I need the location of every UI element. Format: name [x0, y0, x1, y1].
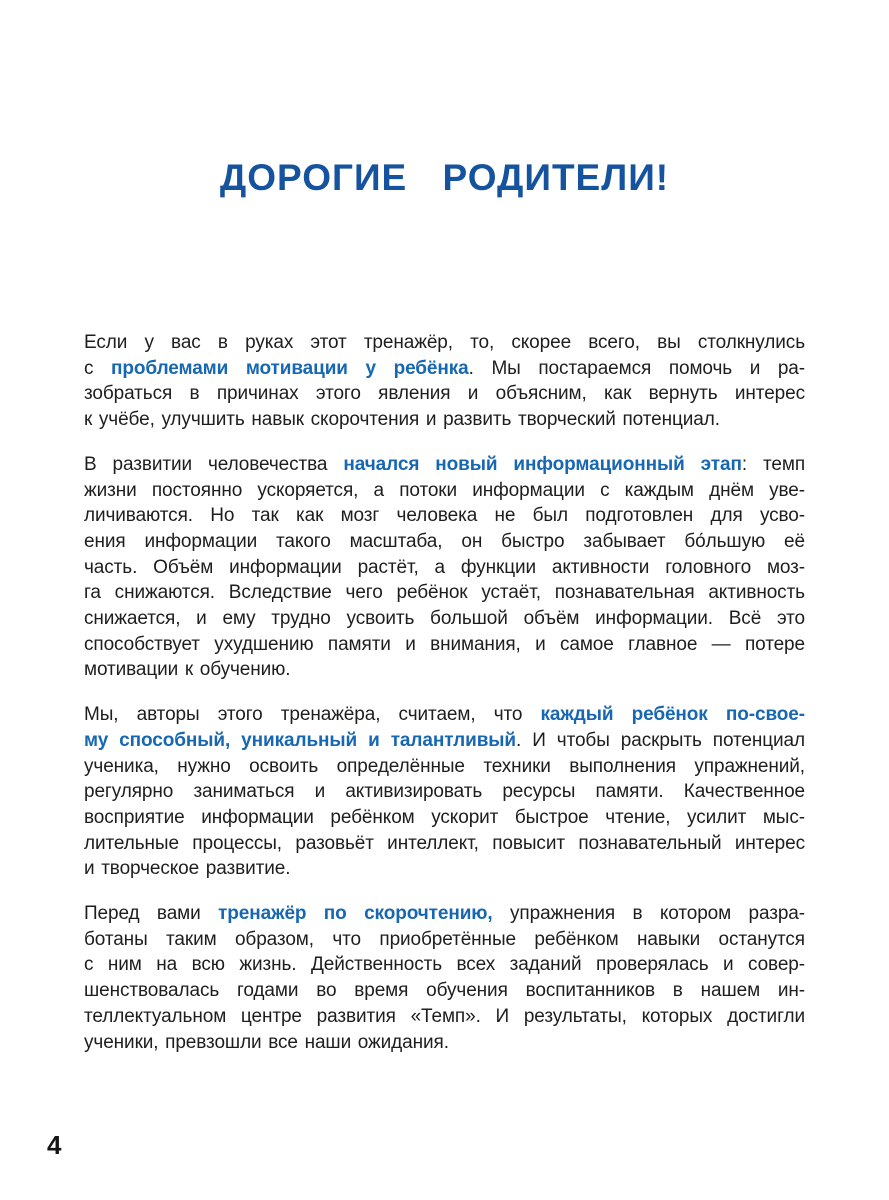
text-line — [84, 330, 805, 356]
text-segment: личиваются. Но так как мозг человека не был подготовлен для усво- — [84, 505, 805, 527]
text-segment: : темп — [741, 453, 806, 475]
highlighted-text: му способный, уникальный и талантливый — [84, 729, 516, 751]
text-segment: упражнения в котором разра- — [492, 903, 806, 925]
text-segment: ученика, нужно освоить определённые техники выполнения упражнений, — [84, 755, 805, 777]
text-line — [84, 1004, 805, 1030]
text-line — [84, 478, 805, 504]
text-line — [84, 452, 805, 478]
body-text — [84, 330, 805, 1074]
text-segment: ения информации такого масштаба, он быстро забывает бо́льшую её — [84, 530, 805, 552]
text-line — [84, 407, 805, 433]
text-line — [84, 503, 805, 529]
text-segment: зобраться в причинах этого явления и объясним, как вернуть интерес — [84, 383, 805, 405]
text-line — [84, 632, 805, 658]
text-segment: В развитии человечества — [84, 453, 344, 475]
text-segment: га снижаются. Вследствие чего ребёнок устаёт, познавательная активность — [84, 582, 805, 604]
text-line — [84, 805, 805, 831]
text-line — [84, 927, 805, 953]
highlighted-text: тренажёр по скорочтению, — [218, 903, 493, 925]
text-line — [84, 952, 805, 978]
text-line — [84, 606, 805, 632]
paragraph — [84, 901, 805, 1055]
text-line — [84, 831, 805, 857]
page-title: ДОРОГИЕ РОДИТЕЛИ! — [219, 156, 670, 198]
highlighted-text: каждый ребёнок по-свое- — [540, 704, 805, 726]
text-segment: к учёбе, улучшить навык скорочтения и развить творческий потенциал. — [84, 409, 720, 431]
page-number: 4 — [47, 1130, 62, 1160]
paragraph — [84, 702, 805, 882]
text-line — [84, 1030, 805, 1056]
text-segment: Мы, авторы этого тренажёра, считаем, что — [84, 704, 541, 726]
text-line — [84, 901, 805, 927]
paragraph — [84, 330, 805, 433]
highlighted-text: проблемами мотивации у ребёнка — [111, 357, 469, 379]
text-segment: шенствовалась годами во время обучения воспитанников в нашем ин- — [84, 980, 805, 1002]
text-line — [84, 555, 805, 581]
text-segment: и творческое развитие. — [84, 858, 291, 880]
text-segment: теллектуальном центре развития «Темп». И результаты, которых достигли — [84, 1005, 805, 1027]
paragraph — [84, 452, 805, 683]
text-line — [84, 580, 805, 606]
text-segment: с — [84, 357, 112, 379]
text-line — [84, 381, 805, 407]
text-segment: способствует ухудшению памяти и внимания, и самое главное — потере — [84, 633, 805, 655]
text-segment: ботаны таким образом, что приобретённые ребёнком навыки останутся — [84, 928, 805, 950]
text-line — [84, 529, 805, 555]
text-line — [84, 356, 805, 382]
text-line — [84, 702, 805, 728]
text-line — [84, 754, 805, 780]
text-line — [84, 728, 805, 754]
text-line — [84, 856, 805, 882]
text-segment: ученики, превзошли все наши ожидания. — [84, 1031, 449, 1053]
text-segment: жизни постоянно ускоряется, а потоки информации с каждым днём уве- — [84, 479, 805, 501]
text-line — [84, 657, 805, 683]
text-segment: часть. Объём информации растёт, а функции активности головного моз- — [84, 556, 805, 578]
text-segment: мотивации к обучению. — [84, 659, 291, 681]
text-segment: регулярно заниматься и активизировать ресурсы памяти. Качественное — [84, 781, 805, 803]
text-segment: снижается, и ему трудно усвоить большой объём информации. Всё это — [84, 608, 805, 630]
text-segment: . И чтобы раскрыть потенциал — [516, 729, 805, 751]
text-segment: . Мы постараемся помочь и ра- — [468, 357, 805, 379]
text-segment: восприятие информации ребёнком ускорит быстрое чтение, усилит мыс- — [84, 806, 805, 828]
text-line — [84, 978, 805, 1004]
text-line — [84, 779, 805, 805]
highlighted-text: начался новый информационный этап — [343, 453, 742, 475]
text-segment: Если у вас в руках этот тренажёр, то, скорее всего, вы столкнулись — [84, 332, 805, 353]
text-segment: с ним на всю жизнь. Действенность всех заданий проверялась и совер- — [84, 954, 805, 976]
text-segment: Перед вами — [84, 903, 219, 925]
text-segment: лительные процессы, разовьёт интеллект, повысит познавательный интерес — [84, 832, 805, 854]
